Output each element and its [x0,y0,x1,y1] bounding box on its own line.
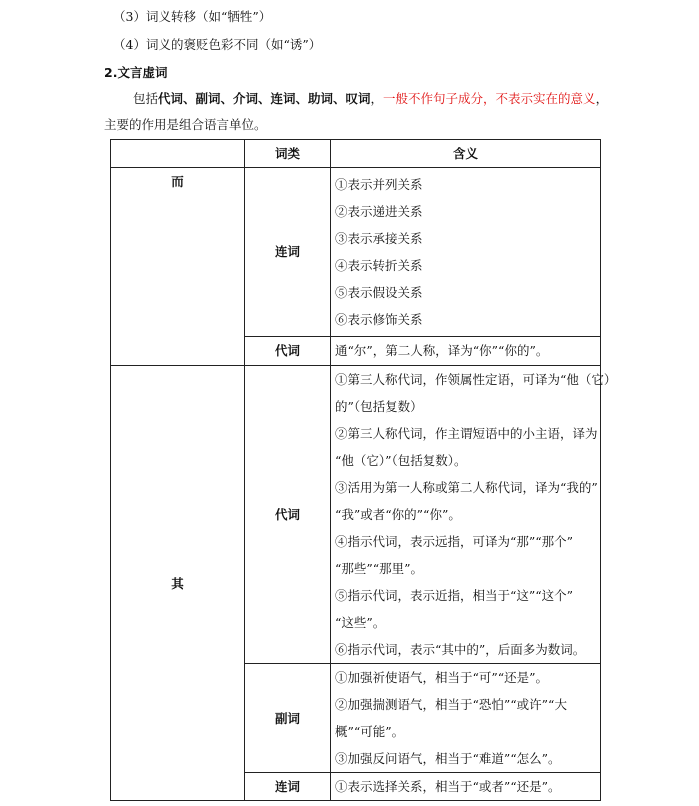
meaning-qi-fuci [331,664,601,773]
list-item: ②加强揣测语气，相当于“恐怕”“或许”“大 [335,697,567,712]
list-item: ⑥指示代词，表示“其中的”，后面多为数词。 [335,642,586,657]
list-item: ④指示代词，表示远指，可译为“那”“那个” [335,534,574,549]
pos-qi-fuci: 副词 [245,664,331,773]
list-item: ②第三人称代词，作主谓短语中的小主语，译为 [335,426,598,441]
meaning-er-daici [331,336,601,365]
list-item: ①表示选择关系，相当于“或者”“还是”。 [335,779,561,794]
word-qi: 其 [111,366,245,801]
pos-qi-daici: 代词 [245,366,331,664]
table-header-meaning: 含义 [331,140,601,168]
pos-er-daici: 代词 [245,336,331,365]
word-er: 而 [111,168,245,366]
paragraph-line-2: 主要的作用是组合语言单位。 [104,117,267,132]
list-item: 概”“可能”。 [335,724,405,739]
list-item: ④表示转折关系 [335,257,423,273]
table-row [111,168,601,337]
list-item: “这些”。 [335,615,386,630]
list-item: ③活用为第一人称或第二人称代词，译为“我的” [335,480,598,495]
paragraph-lead: 包括 [133,91,159,106]
list-item: ⑤指示代词，表示近指，相当于“这”“这个” [335,588,574,603]
pos-qi-lianci: 连词 [245,773,331,801]
list-item: “那些”“那里”。 [335,561,424,576]
pos-er-lianci: 连词 [245,168,331,337]
list-item: ①第三人称代词，作领属性定语，可译为“他（它） [335,372,617,387]
table-header-empty [111,140,245,168]
table-row [111,366,601,664]
meaning-qi-lianci [331,773,601,801]
paragraph-line-1 [133,90,608,108]
list-item: ③表示承接关系 [335,230,423,246]
list-item: ⑥表示修饰关系 [335,311,423,327]
table-header-row [111,140,601,168]
function-word-table [110,139,617,801]
paragraph-bold-terms: 代词、副词、介词、连词、助词、叹词 [158,91,371,106]
list-item: 的”（包括复数） [335,399,423,414]
intro-item-3: （3）词义转移（如“牺牲”） [113,9,272,24]
table-header-pos: 词类 [245,140,331,168]
paragraph-tail: ， [595,91,609,106]
list-item: 通“尔”，第二人称，译为“你”“你的”。 [335,343,549,359]
intro-item-4: （4）词义的褒贬色彩不同（如“诱”） [113,37,322,52]
list-item: ②表示递进关系 [335,203,423,219]
list-item: ①表示并列关系 [335,176,423,192]
list-item: “他（它）”（包括复数）。 [335,453,467,468]
list-item: “我”或者“你的”“你”。 [335,507,461,522]
meaning-er-lianci [331,168,601,337]
meaning-qi-daici [331,366,617,664]
section-title: 2.文言虚词 [104,65,168,80]
list-item: ⑤表示假设关系 [335,284,423,300]
list-item: ③加强反问语气，相当于“难道”“怎么”。 [335,751,561,766]
list-item: ①加强祈使语气，相当于“可”“还是”。 [335,670,549,685]
paragraph-comma: ， [370,91,384,106]
paragraph-red-text: 一般不作句子成分，不表示实在的意义 [383,91,596,106]
